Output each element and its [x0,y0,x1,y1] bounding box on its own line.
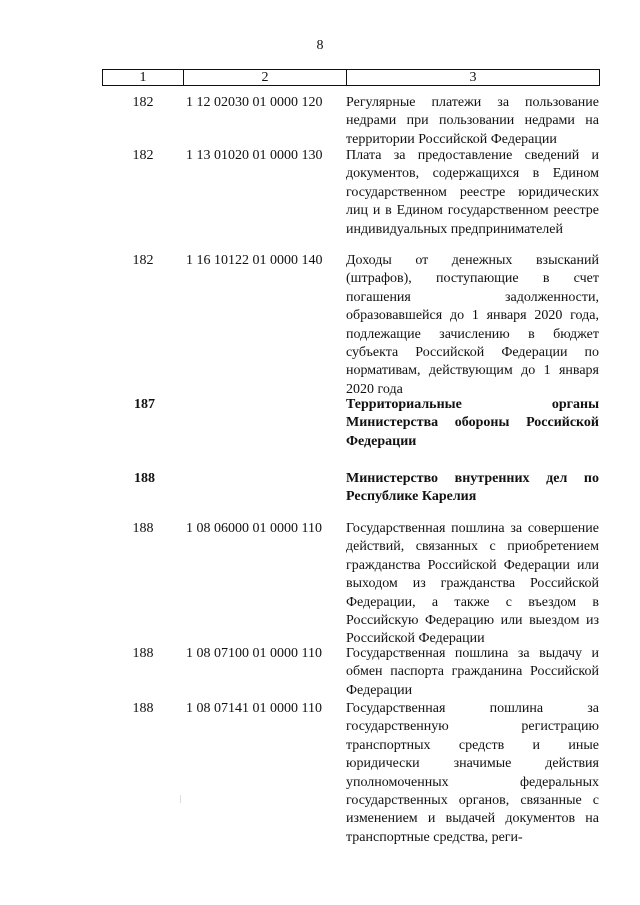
revenue-description: Плата за предоставление сведений и документов, содержащихся в Едином государственном реестре юридических лиц и в Едином государственном реестре индивидуальных предпринимателей [346,148,599,237]
section-heading: Территориальные органы Министерства обороны Российской Федерации [346,397,599,449]
admin-code: 188 [132,701,154,716]
revenue-code: 1 08 07141 01 0000 110 [186,701,322,716]
column-header-2: 2 [184,70,347,85]
revenue-code: 1 08 06000 01 0000 110 [186,521,322,536]
revenue-description: Регулярные платежи за пользование недрами при пользовании недрами на территории Российской Федерации [346,95,599,147]
section-heading: Министерство внутренних дел по Республике Карелия [346,471,599,505]
admin-code: 182 [132,95,154,110]
revenue-description: Государственная пошлина за выдачу и обмен паспорта гражданина Российской Федерации [346,646,599,698]
column-header-3: 3 [469,70,477,85]
revenue-description: Государственная пошлина за совершение действий, связанных с приобретением гражданства Российской Федерации или выходом из гражданства Российской Федерации, а также с въездом в Российскую Федерацию или выездом из Российской Федерации [346,521,599,647]
revenue-code: 1 16 10122 01 0000 140 [186,253,323,268]
admin-code: 187 [134,397,155,412]
revenue-code: 1 12 02030 01 0000 120 [186,95,323,110]
revenue-code: 1 08 07100 01 0000 110 [186,646,322,661]
admin-code: 188 [132,521,154,536]
admin-code: 188 [132,646,154,661]
page-number: 8 [316,38,324,53]
revenue-description: Государственная пошлина за государственную регистрацию транспортных средств и иные юридически значимые действия уполномоченных федеральных государственных органов, связанные с изменением и выдачей документов на транспортные средства, реги- [346,701,599,845]
table-column-header [102,69,600,86]
scan-artifact [180,795,181,803]
admin-code: 188 [134,471,155,486]
revenue-code: 1 13 01020 01 0000 130 [186,148,323,163]
revenue-description: Доходы от денежных взысканий (штрафов), поступающие в счет погашения задолженности, образовавшейся до 1 января 2020 года, подлежащие зачислению в бюджет субъекта Российской Федерации по нормативам, действующим до 1 января 2020 года [346,253,599,397]
admin-code: 182 [132,148,154,163]
column-header-1: 1 [103,70,184,85]
admin-code: 182 [132,253,154,268]
